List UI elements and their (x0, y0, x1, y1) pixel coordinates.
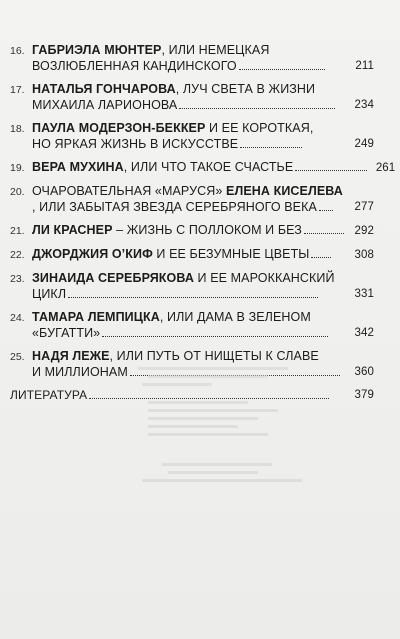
dot-leader (304, 223, 344, 234)
entry-author: ПАУЛА МОДЕРЗОН-БЕККЕР (32, 121, 206, 135)
dot-leader (68, 287, 318, 298)
dot-leader (102, 326, 328, 337)
entry-number: 20. (10, 186, 25, 198)
toc-entry (10, 309, 374, 341)
entry-number: 17. (10, 84, 25, 96)
entry-page-number: 261 (375, 162, 396, 174)
table-of-contents (10, 42, 396, 410)
entry-number: 24. (10, 312, 25, 324)
entry-subtitle: , ИЛИ ЧТО ТАКОЕ СЧАСТЬЕ (123, 160, 294, 174)
dot-leader (179, 98, 335, 109)
entry-number: 23. (10, 273, 25, 285)
toc-entry (10, 81, 374, 113)
entry-author: НАТАЛЬЯ ГОНЧАРОВА (32, 82, 176, 96)
entry-title (32, 309, 374, 341)
entry-number: 19. (10, 162, 25, 174)
dot-leader (239, 59, 325, 70)
toc-entry (10, 246, 374, 263)
entry-author: ВЕРА МУХИНА (32, 160, 124, 174)
entry-subtitle: , ИЛИ НЕМЕЦКАЯ (161, 43, 270, 57)
entry-subtitle-line2: МИХАИЛА ЛАРИОНОВА (32, 98, 178, 112)
toc-entry (10, 120, 374, 152)
entry-author: ЕЛЕНА КИСЕЛЕВА (226, 184, 343, 198)
show-through-text (128, 365, 328, 518)
entry-subtitle-line2: , ИЛИ ЗАБЫТАЯ ЗВЕЗДА СЕРЕБРЯНОГО ВЕКА (32, 200, 317, 214)
entry-page-number: 249 (354, 138, 374, 150)
entry-subtitle: И ЕЕ МАРОККАНСКИЙ (193, 271, 335, 285)
entry-title (32, 42, 374, 74)
entry-subtitle-line2: ВОЗЛЮБЛЕННАЯ КАНДИНСКОГО (32, 59, 237, 73)
entry-number: 18. (10, 123, 25, 135)
entry-author: ДЖОРДЖИЯ О’КИФ (32, 247, 153, 261)
dot-leader (295, 160, 367, 171)
toc-entry (10, 222, 374, 239)
entry-title (32, 120, 374, 152)
entry-subtitle: , ЛУЧ СВЕТА В ЖИЗНИ (175, 82, 316, 96)
literature-label: ЛИТЕРАТУРА (10, 388, 88, 402)
entry-page-number: 234 (354, 99, 374, 111)
entry-subtitle-line2: ЦИКЛ (32, 287, 67, 301)
entry-subtitle: И ЕЕ БЕЗУМНЫЕ ЦВЕТЫ (152, 247, 310, 261)
dot-leader (311, 247, 331, 258)
entry-subtitle: – ЖИЗНЬ С ПОЛЛОКОМ И БЕЗ (112, 223, 302, 237)
entry-page-number: 292 (354, 225, 374, 237)
entry-subtitle-line2: «БУГАТТИ» (32, 326, 101, 340)
entry-author: ЗИНАИДА СЕРЕБРЯКОВА (32, 271, 194, 285)
entry-subtitle-line2: И МИЛЛИОНАМ (32, 365, 128, 379)
entry-page-number: 308 (354, 249, 374, 261)
entry-page-number: 331 (354, 288, 374, 300)
entry-title (32, 222, 374, 239)
entry-subtitle: , ИЛИ ПУТЬ ОТ НИЩЕТЫ К СЛАВЕ (109, 349, 319, 363)
entry-subtitle: И ЕЕ КОРОТКАЯ, (205, 121, 314, 135)
toc-entry (10, 42, 374, 74)
entry-page-number: 342 (354, 327, 374, 339)
toc-entry (10, 183, 374, 215)
entry-page-number: 277 (354, 201, 374, 213)
entry-subtitle-line2: НО ЯРКАЯ ЖИЗНЬ В ИСКУССТВЕ (32, 137, 239, 151)
entry-page-number: 211 (355, 60, 374, 72)
entry-subtitle: , ИЛИ ДАМА В ЗЕЛЕНОМ (159, 310, 311, 324)
entry-page-number: 360 (354, 366, 374, 378)
toc-entry (10, 159, 396, 176)
entry-title (32, 81, 374, 113)
entry-author: НАДЯ ЛЕЖЕ (32, 349, 110, 363)
entry-number: 22. (10, 249, 25, 261)
entry-title (32, 246, 374, 263)
entry-title (32, 159, 395, 176)
entry-subtitle: ОЧАРОВАТЕЛЬНАЯ «МАРУСЯ» (32, 184, 227, 198)
toc-entry (10, 270, 374, 302)
show-through-lines (128, 365, 328, 515)
entry-title (32, 183, 374, 215)
entry-number: 16. (10, 45, 25, 57)
dot-leader (319, 200, 333, 211)
entry-author: ТАМАРА ЛЕМПИЦКА (32, 310, 160, 324)
entry-number: 25. (10, 351, 25, 363)
entry-number: 21. (10, 225, 25, 237)
entry-title (32, 270, 374, 302)
entry-page-number: 379 (354, 389, 374, 401)
entry-author: ГАБРИЭЛА МЮНТЕР (32, 43, 162, 57)
entry-author: ЛИ КРАСНЕР (32, 223, 113, 237)
dot-leader (240, 137, 302, 148)
